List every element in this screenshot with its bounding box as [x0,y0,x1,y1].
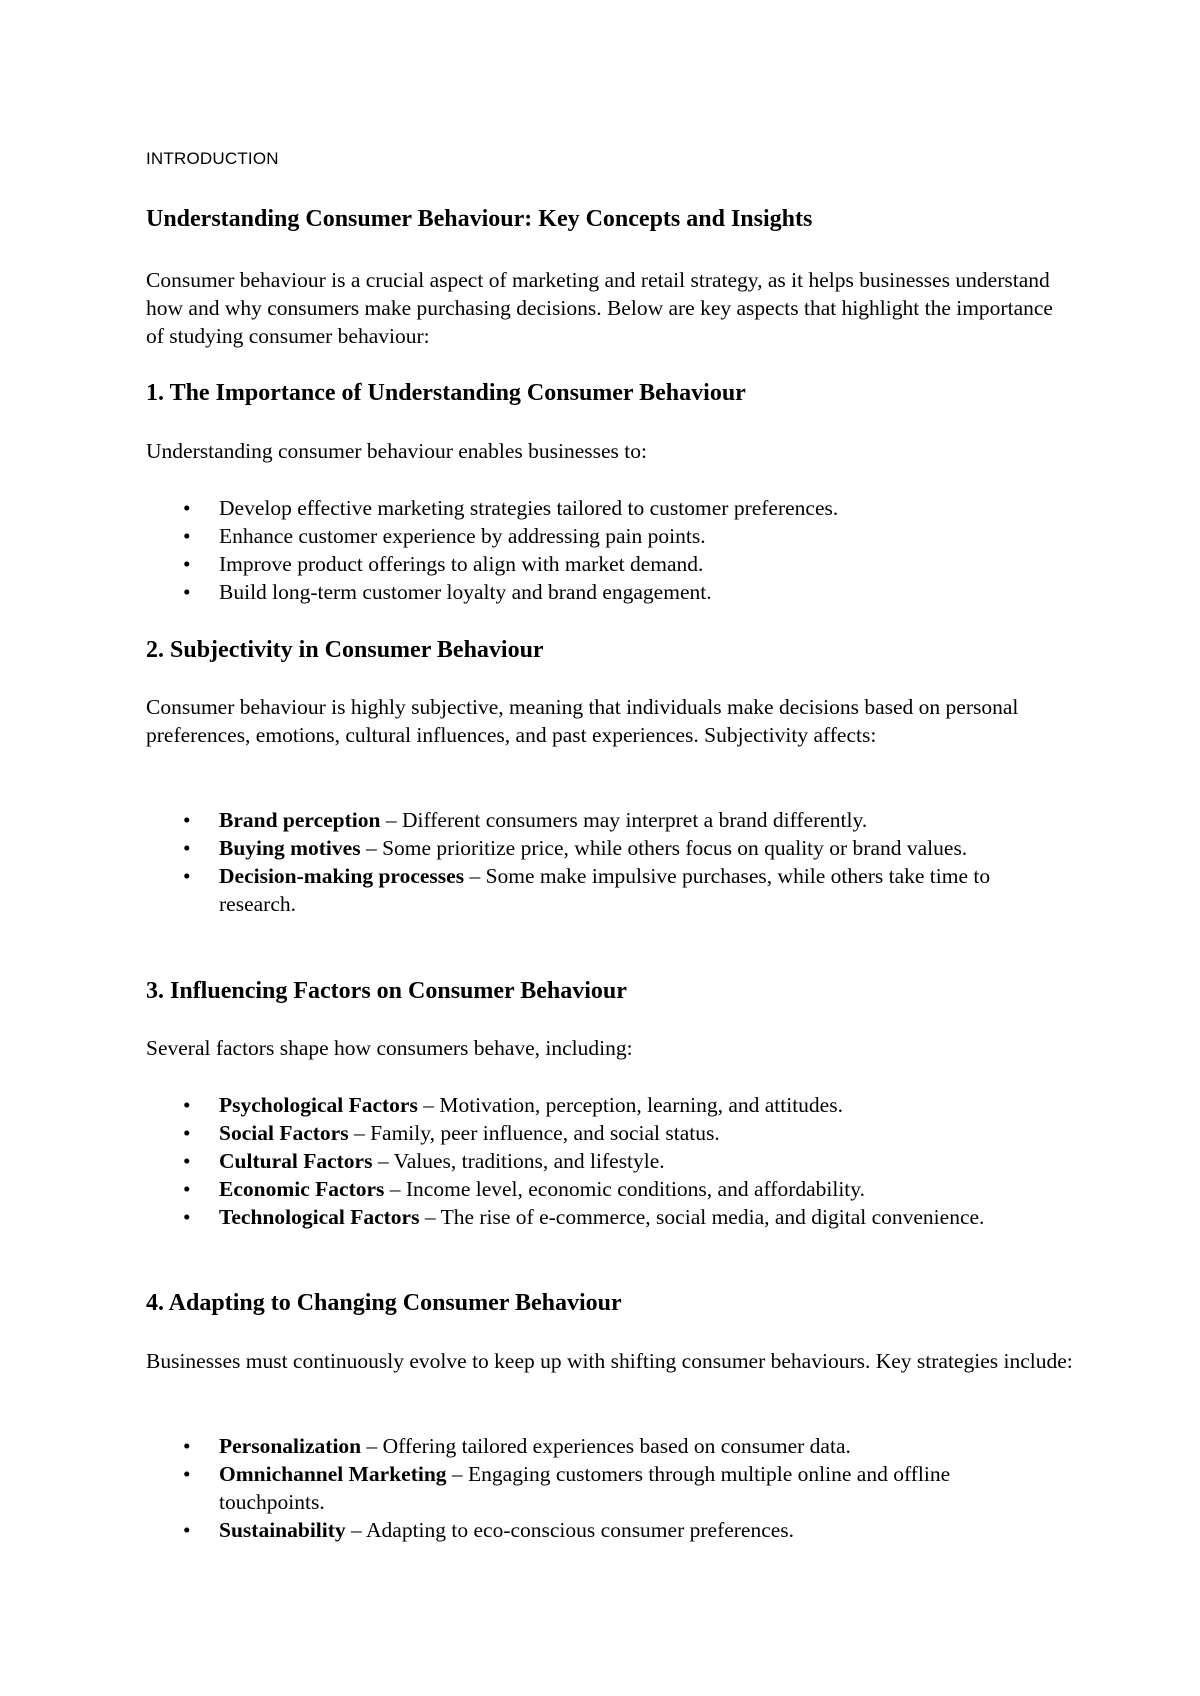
bullet-icon: • [183,836,191,860]
item-text: The rise of e-commerce, social media, and digital convenience. [440,1205,985,1229]
bullet-icon: • [183,580,191,604]
item-text: Family, peer influence, and social status. [370,1121,720,1145]
bullet-list [146,806,1046,918]
bullet-icon: • [183,1518,191,1542]
list-item [146,1460,1046,1516]
section-heading: 1. The Importance of Understanding Consumer Behaviour [146,380,746,406]
item-separator: – [348,1121,371,1145]
list-item [146,578,1046,606]
item-separator: – [384,1177,406,1201]
item-text: Engaging customers through multiple online and offline touchpoints. [219,1462,951,1514]
item-term: Technological Factors [219,1205,420,1229]
item-separator: – [345,1518,366,1542]
list-item [146,1119,1046,1147]
item-separator: – [361,1434,383,1458]
list-item [146,1147,1046,1175]
bullet-list [146,494,1046,606]
intro-paragraph: Consumer behaviour is a crucial aspect of marketing and retail strategy, as it helps businesses understand how and why consumers make purchasing decisions. Below are key aspects that highlight the importance of studying consumer behaviour: [146,268,1053,348]
section-heading: 3. Influencing Factors on Consumer Behaviour [146,978,627,1004]
list-item [146,1203,1046,1231]
item-separator: – [464,864,486,888]
item-term: Brand perception [219,808,381,832]
list-item [146,862,1046,918]
item-separator: – [360,836,383,860]
item-term: Social Factors [219,1121,349,1145]
item-text: Income level, economic conditions, and affordability. [405,1177,866,1201]
item-separator: – [372,1149,394,1173]
intro-label: INTRODUCTION [146,149,279,168]
bullet-icon: • [183,1121,191,1145]
bullet-list [146,1091,1046,1231]
item-separator: – [446,1462,469,1486]
bullet-icon: • [183,1149,191,1173]
list-item [146,1432,1046,1460]
list-item [146,1175,1046,1203]
item-term: Decision-making processes [219,864,465,888]
section-heading: 4. Adapting to Changing Consumer Behaviour [146,1290,622,1316]
item-separator: – [419,1205,441,1229]
bullet-icon: • [183,552,191,576]
document-title: Understanding Consumer Behaviour: Key Concepts and Insights [146,206,813,232]
list-item [146,1091,1046,1119]
item-text: Build long-term customer loyalty and brand engagement. [219,580,712,604]
item-separator: – [380,808,402,832]
section-heading: 2. Subjectivity in Consumer Behaviour [146,637,544,663]
item-text: Develop effective marketing strategies tailored to customer preferences. [219,496,839,520]
item-text: Adapting to eco-conscious consumer preferences. [366,1518,795,1542]
bullet-icon: • [183,808,191,832]
section-paragraph: Businesses must continuously evolve to keep up with shifting consumer behaviours. Key strategies include: [146,1349,1073,1373]
bullet-list [146,1432,1046,1544]
item-separator: – [417,1093,440,1117]
bullet-icon: • [183,496,191,520]
bullet-icon: • [183,1093,191,1117]
item-text: Some prioritize price, while others focus on quality or brand values. [382,836,968,860]
bullet-icon: • [183,864,191,888]
item-term: Psychological Factors [219,1093,418,1117]
item-term: Cultural Factors [219,1149,373,1173]
section-paragraph: Understanding consumer behaviour enables businesses to: [146,439,647,463]
section-paragraph: Several factors shape how consumers behave, including: [146,1036,633,1060]
bullet-icon: • [183,1434,191,1458]
item-term: Buying motives [219,836,361,860]
section-paragraph: Consumer behaviour is highly subjective, meaning that individuals make decisions based on personal preferences, emotions, cultural influences, and past experiences. Subjectivity affects: [146,695,1019,747]
item-term: Personalization [219,1434,362,1458]
item-term: Sustainability [219,1518,346,1542]
item-text: Offering tailored experiences based on consumer data. [382,1434,851,1458]
list-item [146,1516,1046,1544]
bullet-icon: • [183,1462,191,1486]
list-item [146,834,1046,862]
list-item [146,806,1046,834]
list-item [146,494,1046,522]
bullet-icon: • [183,1177,191,1201]
item-text: Motivation, perception, learning, and attitudes. [439,1093,843,1117]
bullet-icon: • [183,1205,191,1229]
item-term: Omnichannel Marketing [219,1462,447,1486]
list-item [146,522,1046,550]
item-term: Economic Factors [219,1177,385,1201]
item-text: Different consumers may interpret a brand differently. [401,808,868,832]
item-text: Some make impulsive purchases, while others take time to research. [219,864,991,916]
bullet-icon: • [183,524,191,548]
list-item [146,550,1046,578]
item-text: Enhance customer experience by addressing pain points. [219,524,706,548]
item-text: Values, traditions, and lifestyle. [393,1149,665,1173]
item-text: Improve product offerings to align with market demand. [219,552,704,576]
